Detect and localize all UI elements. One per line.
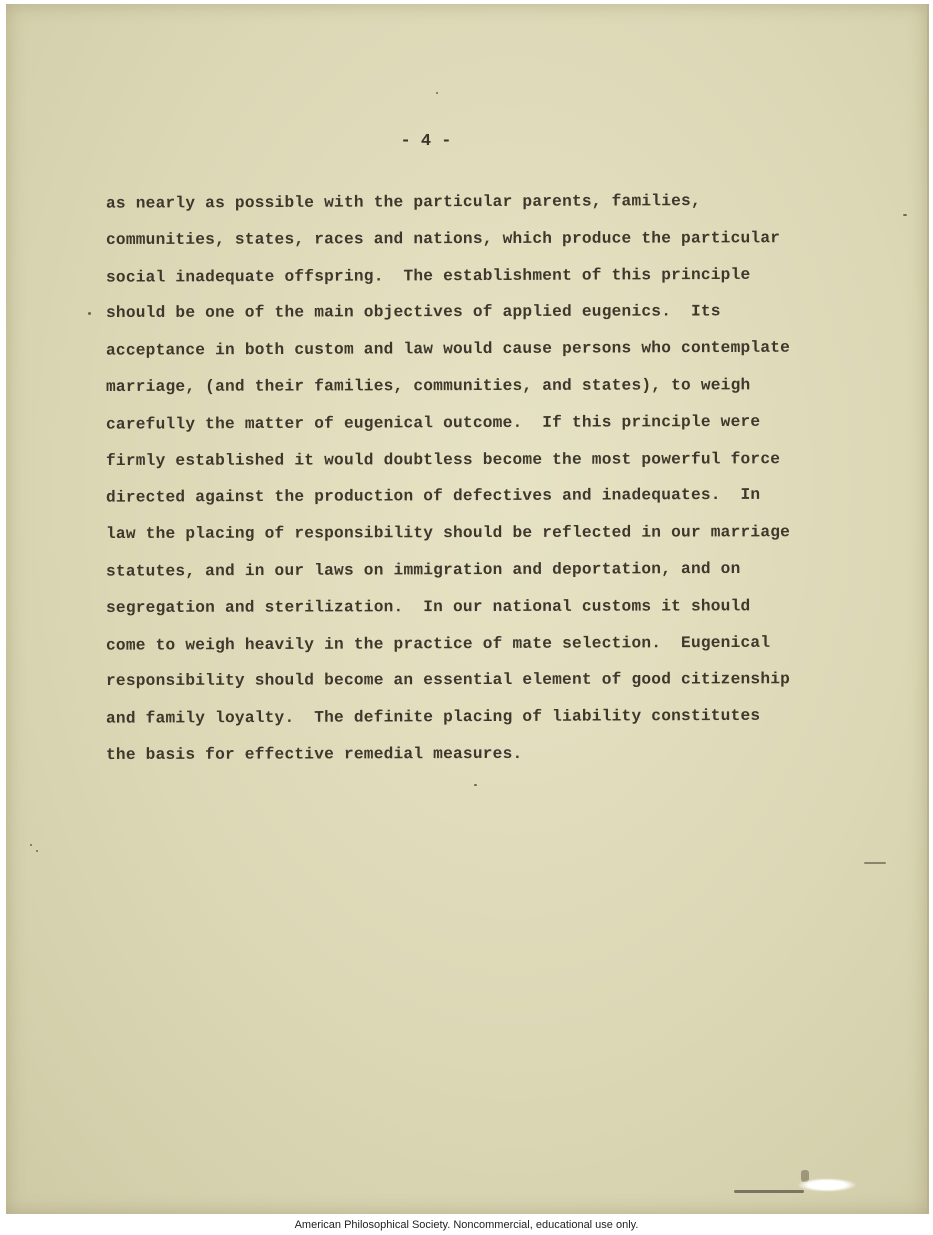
ink-speck	[88, 312, 91, 315]
text-line: statutes, and in our laws on immigration and deportation, and on	[105, 559, 741, 581]
ink-speck	[36, 850, 38, 852]
ink-speck	[734, 1190, 804, 1193]
torn-corner	[797, 1178, 857, 1192]
ink-speck	[903, 214, 907, 216]
text-line: law the placing of responsibility should be reflected in our marriage	[105, 523, 791, 544]
text-line: should be one of the main objectives of applied eugenics. Its	[105, 302, 721, 323]
text-line: segregation and sterilization. In our national customs it should	[105, 597, 751, 617]
typewritten-page	[6, 4, 929, 1214]
ink-speck	[474, 784, 477, 786]
page-number: - 4 -	[400, 132, 452, 151]
ink-speck	[436, 92, 438, 94]
text-line: and family loyalty. The definite placing of liability constitutes	[105, 706, 761, 728]
text-line: come to weigh heavily in the practice of mate selection. Eugenical	[105, 633, 771, 655]
text-line: responsibility should become an essential element of good citizenship	[105, 670, 791, 691]
text-line: directed against the production of defectives and inadequates. In	[105, 486, 761, 508]
text-line: acceptance in both custom and law would cause persons who contemplate	[105, 338, 791, 360]
archive-credit: American Philosophical Society. Noncommercial, educational use only.	[294, 1219, 639, 1231]
text-line: communities, states, races and nations, which produce the particular	[105, 229, 781, 249]
ink-speck	[864, 862, 886, 864]
ink-speck	[30, 844, 32, 846]
text-line: social inadequate offspring. The establishment of this principle	[105, 265, 751, 287]
text-line: firmly established it would doubtless become the most powerful force	[105, 449, 781, 470]
text-line: as nearly as possible with the particular parents, families,	[105, 192, 701, 213]
text-line: the basis for effective remedial measures.	[105, 744, 523, 764]
text-line: marriage, (and their families, communities, and states), to weigh	[105, 376, 751, 396]
body-paragraph	[106, 184, 876, 773]
text-line: carefully the matter of eugenical outcome. If this principle were	[105, 412, 761, 434]
